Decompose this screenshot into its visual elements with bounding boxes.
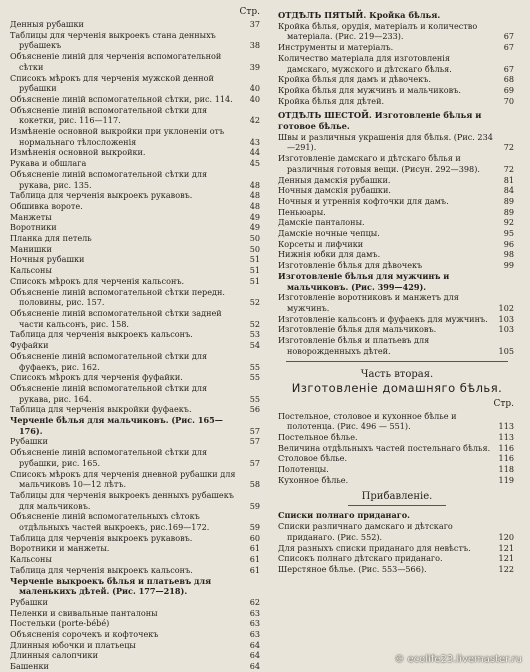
- toc-entry: [10, 383, 262, 404]
- left-entry-list: [10, 19, 262, 672]
- toc-entry: [10, 222, 262, 233]
- toc-entry: [10, 254, 262, 265]
- toc-entry-page: 51: [249, 265, 260, 276]
- toc-entry-page: 67: [503, 42, 514, 53]
- toc-entry-page: 43: [249, 136, 260, 147]
- toc-entry: [278, 175, 516, 186]
- toc-entry: [278, 335, 516, 356]
- toc-entry: [278, 74, 516, 85]
- toc-entry: [10, 30, 262, 51]
- right-column: [278, 6, 516, 575]
- toc-entry: [10, 126, 262, 147]
- toc-entry-title: Денныя дамскія рубашки.: [278, 174, 391, 185]
- toc-entry: [278, 21, 516, 42]
- toc-entry: [10, 576, 262, 597]
- toc-entry: [10, 147, 262, 158]
- toc-entry-page: 96: [503, 238, 514, 249]
- toc-entry-title: Изготовленіе бѣлья для мальчиковъ.: [278, 324, 437, 335]
- toc-entry-page: 69: [503, 84, 514, 95]
- toc-entry-title: Для разныхъ списки приданаго для невѣстъ.: [278, 542, 471, 553]
- toc-entry: [278, 475, 516, 486]
- toc-entry-page: 44: [249, 147, 260, 158]
- toc-entry: [278, 443, 516, 454]
- toc-entry-title: Списки полнаго приданаго.: [278, 510, 410, 521]
- toc-entry-title: Шерстяное бѣлье. (Рис. 553—566).: [278, 563, 427, 574]
- toc-entry: [278, 228, 516, 239]
- toc-entry-title: Списки различнаго дамскаго и дѣтскаго приданаго. (Рис. 552).: [278, 521, 453, 542]
- toc-entry-page: 116: [498, 442, 514, 453]
- toc-entry-page: 64: [249, 639, 260, 650]
- toc-entry-page: 98: [503, 249, 514, 260]
- toc-entry: [10, 190, 262, 201]
- toc-entry-title: Количество матеріала для изготовленія дамскаго, мужского и дѣтскаго бѣлья.: [278, 52, 452, 74]
- left-column: [10, 6, 262, 672]
- toc-entry-title: Ночныя и утреннія кофточки для дамъ.: [278, 195, 449, 206]
- toc-entry: [10, 469, 262, 490]
- toc-entry-title: Фуфайки: [10, 340, 49, 351]
- section-six-list: [278, 110, 516, 356]
- toc-entry-page: 72: [503, 163, 514, 174]
- toc-entry-page: 59: [249, 522, 260, 533]
- toc-entry-page: 63: [249, 618, 260, 629]
- toc-entry: [10, 618, 262, 629]
- toc-entry-page: 70: [503, 95, 514, 106]
- toc-entry-title: Пеньюары.: [278, 206, 326, 217]
- toc-entry-page: 51: [249, 254, 260, 265]
- toc-entry: [10, 436, 262, 447]
- toc-entry-title: Кальсоны: [10, 554, 52, 565]
- toc-entry: [10, 415, 262, 436]
- toc-entry-page: 102: [498, 302, 514, 313]
- toc-entry-page: 50: [249, 233, 260, 244]
- toc-entry-page: 57: [249, 436, 260, 447]
- toc-entry-page: 116: [498, 453, 514, 464]
- part-two-list: [278, 411, 516, 486]
- section-five-heading: ОТДѢЛЪ ПЯТЫЙ. Кройка бѣлья.: [278, 10, 441, 20]
- toc-entry: [278, 543, 516, 554]
- toc-entry: [278, 411, 516, 432]
- toc-entry-title: Объясненія сорочекъ и кофточекъ: [10, 629, 159, 640]
- toc-entry-page: 63: [249, 607, 260, 618]
- toc-entry-page: 38: [249, 40, 260, 51]
- toc-entry: [10, 94, 262, 105]
- toc-entry-title: Таблицы для черченія выкроекъ денныхъ рубашекъ для мальчиковъ.: [10, 489, 234, 511]
- toc-entry-title: Изготовленіе кальсонъ и фуфаекъ для мужчинъ.: [278, 313, 488, 324]
- toc-entry: [10, 329, 262, 340]
- toc-entry-title: Манишки: [10, 243, 52, 254]
- appendix-title: Прибавленіе.: [361, 491, 433, 503]
- toc-entry: [10, 201, 262, 212]
- toc-entry-title: Списокъ полнаго дѣтскаго приданаго.: [278, 553, 443, 564]
- toc-entry: [10, 404, 262, 415]
- toc-entry: [10, 661, 262, 672]
- toc-entry-page: 61: [249, 564, 260, 575]
- toc-entry-page: 56: [249, 404, 260, 415]
- toc-entry: [10, 372, 262, 383]
- toc-entry: [10, 73, 262, 94]
- toc-entry: [278, 53, 516, 74]
- toc-entry-page: 48: [249, 200, 260, 211]
- toc-entry-page: 55: [249, 393, 260, 404]
- toc-entry: [10, 597, 262, 608]
- toc-entry-page: 40: [249, 83, 260, 94]
- toc-entry: [278, 132, 516, 153]
- toc-entry: [10, 276, 262, 287]
- toc-entry-page: 68: [503, 74, 514, 85]
- toc-entry: [278, 292, 516, 313]
- toc-entry-page: 63: [249, 629, 260, 640]
- toc-entry-title: Объясненіе линій вспомогательной сѣтки передн. половины, рис. 157.: [10, 286, 225, 308]
- toc-entry: [10, 19, 262, 30]
- toc-entry-title: Кройка бѣлья для дѣтей.: [278, 95, 385, 106]
- toc-entry-title: Объясненіе линій вспомогательной сѣтки для рубашки, рис. 165.: [10, 447, 208, 468]
- toc-entry-title: Изготовленіе бѣлья для дѣвочекъ: [278, 260, 423, 271]
- toc-entry-page: 55: [249, 372, 260, 383]
- toc-entry-title: Объясненіе линій вспомогательной сѣтки, рис. 114.: [10, 93, 233, 104]
- toc-entry-page: 72: [503, 142, 514, 153]
- toc-entry-title: Корсеты и лифчики: [278, 238, 364, 249]
- toc-entry-title: Списокъ мѣрокъ для черченія кальсонъ.: [10, 275, 185, 286]
- toc-entry-title: Таблицы для черченія выкроекъ стана денныхъ рубашекъ: [10, 29, 216, 51]
- toc-entry: [278, 564, 516, 575]
- toc-entry-page: 95: [503, 228, 514, 239]
- toc-entry-title: Рукава и обшлага: [10, 158, 87, 169]
- toc-entry-title: Рубашки: [10, 436, 48, 447]
- toc-entry-page: 49: [249, 211, 260, 222]
- toc-entry-title: Ночныя дамскія рубашки.: [278, 185, 391, 196]
- toc-entry-page: 48: [249, 190, 260, 201]
- toc-entry-title: Черченіе выкроекъ бѣлья и платьевъ для маленькихъ дѣтей. (Рис. 177—218).: [10, 575, 212, 597]
- part-two-page-label: Стр.: [493, 398, 514, 409]
- toc-entry-title: Объясненіе линій вспомогательной сѣтки для рукава, рис. 135.: [10, 168, 208, 190]
- toc-entry: [278, 207, 516, 218]
- toc-entry-page: 121: [498, 553, 514, 564]
- toc-entry: [10, 51, 262, 72]
- toc-entry: [278, 324, 516, 335]
- toc-entry-title: Инструменты и матеріалъ.: [278, 42, 394, 53]
- toc-entry: [278, 314, 516, 325]
- toc-entry-title: Кройка бѣлья, орудія, матеріалъ и количество матеріала. (Рис. 219—233).: [278, 20, 478, 42]
- toc-entry: [10, 244, 262, 255]
- toc-entry-page: 103: [498, 313, 514, 324]
- toc-entry-page: 103: [498, 324, 514, 335]
- toc-entry-title: Полотенцы.: [278, 464, 329, 475]
- toc-entry-page: 39: [249, 61, 260, 72]
- toc-entry-page: 121: [498, 542, 514, 553]
- toc-entry-page: 57: [249, 425, 260, 436]
- toc-entry: [278, 153, 516, 174]
- toc-entry-title: Манжеты: [10, 211, 52, 222]
- toc-entry-title: Дамскіе панталоны.: [278, 217, 365, 228]
- toc-entry: [10, 650, 262, 661]
- watermark: © ecolife23.livemaster.ru: [394, 654, 522, 665]
- toc-entry: [278, 510, 516, 521]
- toc-entry-page: 50: [249, 243, 260, 254]
- toc-entry: [278, 239, 516, 250]
- toc-entry-page: 64: [249, 661, 260, 672]
- toc-entry: [278, 42, 516, 53]
- toc-entry: [10, 490, 262, 511]
- toc-entry: [10, 629, 262, 640]
- toc-entry: [278, 453, 516, 464]
- toc-entry-title: Списокъ мѣрокъ для черченія мужской денной рубашки: [10, 72, 214, 94]
- toc-entry: [10, 233, 262, 244]
- toc-entry-page: 58: [249, 479, 260, 490]
- toc-entry-page: 122: [498, 563, 514, 574]
- toc-entry-title: Объясненіе линій вспомогательной сѣтки для фуфаекъ, рис. 162.: [10, 350, 208, 372]
- section-five-list: [278, 10, 516, 106]
- toc-entry: [10, 169, 262, 190]
- toc-entry-page: 99: [503, 260, 514, 271]
- section-six-heading: ОТДѢЛЪ ШЕСТОЙ. Изготовленіе бѣлья и готовое бѣлье.: [278, 110, 482, 132]
- divider-rule: [286, 361, 508, 362]
- part-two-title: Изготовленіе домашняго бѣлья.: [291, 380, 503, 395]
- toc-entry-page: 81: [503, 174, 514, 185]
- toc-entry-title: Объясненіе линій вспомогательной сѣтки для рукава, рис. 164.: [10, 382, 208, 404]
- toc-entry-title: Кройка бѣлья для мужчинъ и мальчиковъ.: [278, 84, 461, 95]
- toc-entry-title: Рубашки: [10, 596, 48, 607]
- toc-entry-page: 67: [503, 63, 514, 74]
- toc-entry: [10, 640, 262, 651]
- toc-entry: [10, 511, 262, 532]
- toc-entry-title: Кухонное бѣлье.: [278, 474, 349, 485]
- toc-entry-title: Денныя рубашки: [10, 19, 84, 29]
- toc-entry-title: Таблица для черченія выкройки фуфаекъ.: [10, 404, 192, 415]
- toc-entry-page: 113: [498, 421, 514, 432]
- page-column-label: Стр.: [239, 7, 260, 17]
- toc-entry-page: 89: [503, 206, 514, 217]
- toc-entry-page: 62: [249, 596, 260, 607]
- toc-entry-title: Постельки (porte-bébé): [10, 618, 110, 629]
- toc-entry-page: 49: [249, 222, 260, 233]
- toc-entry-page: 61: [249, 543, 260, 554]
- toc-entry-page: 59: [249, 500, 260, 511]
- toc-entry-page: 61: [249, 554, 260, 565]
- toc-entry: [278, 85, 516, 96]
- toc-entry-title: Постельное, столовое и кухонное бѣлье и полотенца. (Рис. 496 — 551).: [278, 410, 457, 432]
- toc-entry-page: 37: [249, 19, 260, 29]
- toc-entry-page: 52: [249, 318, 260, 329]
- toc-entry-page: 42: [249, 115, 260, 126]
- toc-entry: [10, 565, 262, 576]
- toc-entry-title: Объясненіе линій вспомогательныхъ сѣтокъ отдѣльныхъ частей выкроекъ, рис.169—172.: [10, 511, 210, 533]
- toc-entry-title: Таблица для черченія выкроекъ кальсонъ.: [10, 564, 193, 575]
- toc-entry-title: Величина отдѣльныхъ частей постельнаго бѣлья.: [278, 442, 491, 453]
- toc-entry-title: Изготовленіе бѣлья и платьевъ для новорожденныхъ дѣтей.: [278, 335, 430, 356]
- toc-entry-page: 92: [503, 217, 514, 228]
- appendix-rule: [348, 505, 446, 506]
- part-two-label: Часть вторая.: [360, 368, 434, 380]
- toc-entry-title: Списокъ мѣрокъ для черченія фуфайки.: [10, 372, 183, 383]
- toc-entry-title: Объясненіе линій для черченія вспомогательной сѣтки: [10, 51, 222, 72]
- toc-entry: [278, 521, 516, 542]
- toc-entry: [10, 533, 262, 544]
- toc-entry-page: 54: [249, 340, 260, 351]
- toc-entry-page: 45: [249, 158, 260, 169]
- toc-entry-title: Постельное бѣлье.: [278, 431, 358, 442]
- toc-entry-page: 89: [503, 195, 514, 206]
- toc-entry-title: Черченіе бѣлья для мальчиковъ. (Рис. 165—176).: [10, 415, 223, 436]
- toc-entry-page: 55: [249, 361, 260, 372]
- toc-entry-title: Длинныя салопчики: [10, 650, 98, 661]
- toc-entry-page: 67: [503, 31, 514, 42]
- toc-entry-page: 113: [498, 431, 514, 442]
- toc-entry: [278, 260, 516, 271]
- toc-entry: [278, 217, 516, 228]
- toc-entry: [278, 249, 516, 260]
- toc-entry-title: Объясненіе линій вспомогательной сѣтки задней части кальсонъ, рис. 158.: [10, 307, 222, 329]
- toc-entry-title: Измѣненія основной выкройки.: [10, 147, 146, 158]
- toc-entry-page: 120: [498, 531, 514, 542]
- toc-entry: [10, 212, 262, 223]
- toc-entry: [278, 185, 516, 196]
- toc-entry: [10, 340, 262, 351]
- toc-entry-title: Воротники и манжеты.: [10, 543, 110, 554]
- toc-entry-page: 84: [503, 185, 514, 196]
- toc-entry-title: Обшивка вороте.: [10, 200, 83, 211]
- toc-entry: [278, 553, 516, 564]
- toc-entry-page: 53: [249, 329, 260, 340]
- toc-entry: [10, 447, 262, 468]
- toc-entry-title: Нижнія юбки для дамъ.: [278, 249, 381, 260]
- toc-entry: [278, 432, 516, 443]
- toc-entry-title: Планка для петель: [10, 233, 92, 244]
- toc-entry-title: Швы и различныя украшенія для бѣлья. (Рис. 234—291).: [278, 131, 493, 153]
- toc-entry-page: 57: [249, 457, 260, 468]
- toc-entry: [10, 105, 262, 126]
- toc-entry-title: Таблица для черченія выкроекъ кальсонъ.: [10, 329, 193, 340]
- toc-entry-title: Длинныя юбочки и платьецы: [10, 639, 136, 650]
- toc-entry-title: Изготовленіе бѣлья для мужчинъ и мальчиковъ. (Рис. 399—429).: [278, 270, 450, 292]
- toc-entry-title: Измѣненіе основной выкройки при уклоненіи отъ нормальнаго тѣлосложенія: [10, 126, 225, 147]
- toc-entry-page: 119: [498, 474, 514, 485]
- toc-entry: [278, 96, 516, 107]
- toc-entry-title: Ночныя рубашки: [10, 254, 85, 265]
- toc-entry-title: Дамскіе ночные чепцы.: [278, 228, 380, 239]
- toc-entry: [278, 196, 516, 207]
- toc-entry: [10, 554, 262, 565]
- toc-entry: [10, 287, 262, 308]
- toc-entry-page: 118: [498, 464, 514, 475]
- toc-entry-title: Объясненіе линій вспомогательной сѣтки для кокетки, рис. 116—117.: [10, 104, 208, 126]
- toc-entry-title: Столовое бѣлье.: [278, 453, 348, 464]
- toc-entry: [278, 464, 516, 475]
- toc-entry-title: Таблица для черченія выкроекъ рукавовъ.: [10, 190, 193, 201]
- toc-entry-page: 52: [249, 297, 260, 308]
- toc-entry: [10, 158, 262, 169]
- toc-entry-page: 60: [249, 532, 260, 543]
- toc-entry-title: Изготовленіе дамскаго и дѣтскаго бѣлья и различныя готовыя вещи. (Рисун. 292—398).: [278, 153, 480, 174]
- toc-entry-page: 40: [249, 93, 260, 104]
- toc-entry-page: 105: [498, 345, 514, 356]
- toc-entry-title: Таблица для черченія выкроекъ рукавовъ.: [10, 532, 193, 543]
- toc-entry: [10, 543, 262, 554]
- toc-entry-page: 64: [249, 650, 260, 661]
- toc-entry-title: Кальсоны: [10, 265, 52, 276]
- toc-entry: [10, 308, 262, 329]
- toc-entry: [10, 608, 262, 619]
- toc-entry-title: Воротники: [10, 222, 57, 233]
- toc-entry-title: Кройка бѣлья для дамъ и дѣвочекъ.: [278, 74, 431, 85]
- toc-entry-page: 48: [249, 179, 260, 190]
- toc-entry-title: Башенки: [10, 661, 49, 672]
- toc-entry: [278, 271, 516, 292]
- toc-entry-title: Изготовленіе воротниковъ и манжетъ для мужчинъ.: [278, 292, 459, 313]
- toc-entry: [10, 265, 262, 276]
- toc-entry-title: Пеленки и свивальные панталоны: [10, 607, 158, 618]
- toc-entry-title: Списокъ мѣрокъ для черченія дневной рубашки для мальчиковъ 10—12 лѣтъ.: [10, 468, 236, 490]
- toc-entry: [10, 351, 262, 372]
- toc-entry-page: 51: [249, 275, 260, 286]
- appendix-list: [278, 510, 516, 574]
